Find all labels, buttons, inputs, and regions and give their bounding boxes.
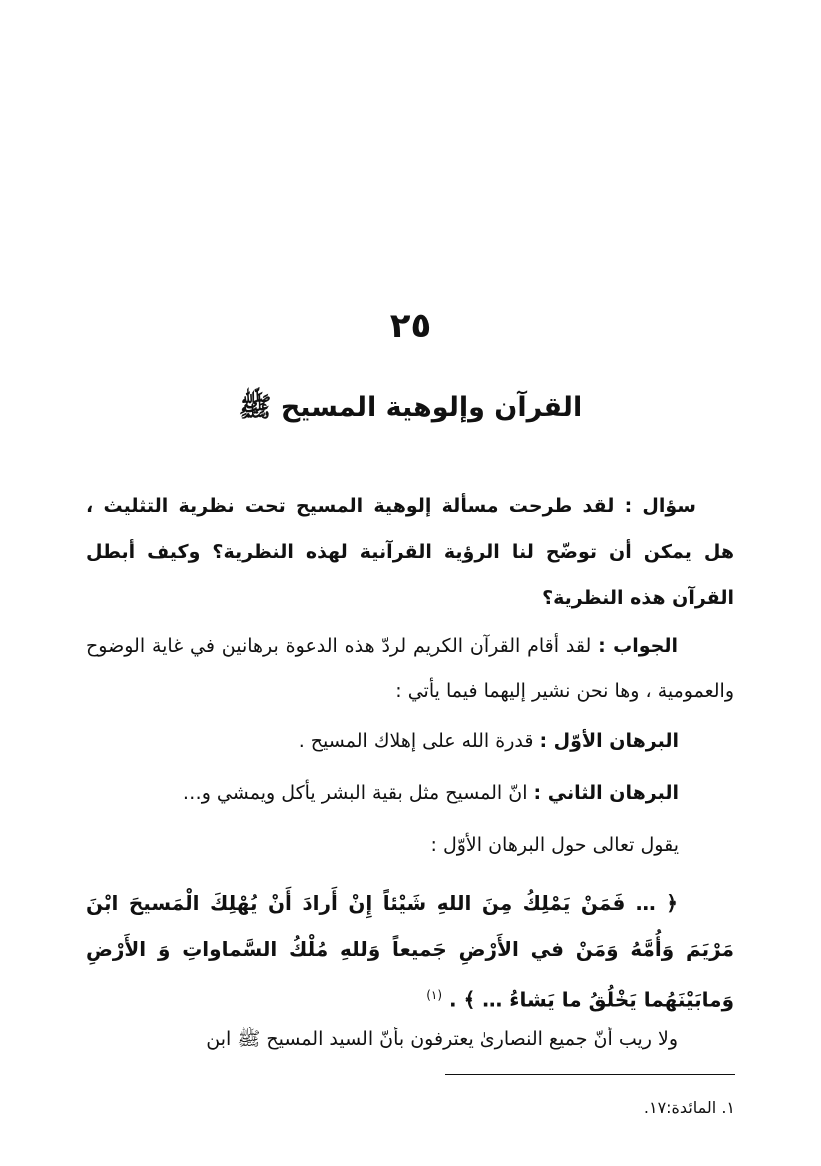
answer-lead: الجواب :: [598, 635, 679, 657]
footnote-reference: (١): [426, 988, 443, 1002]
question-paragraph: سؤال : لقد طرحت مسألة إلوهية المسيح تحت نظرية التثليث ، هل يمكن أن توضّح لنا الرؤية القرآنية لهذه النظرية؟ وكيف أبطل القرآن هذه النظرية؟: [86, 495, 734, 609]
proof-one-text: قدرة الله على إهلاك المسيح .: [298, 730, 540, 752]
footnote-divider: [445, 1074, 735, 1075]
proof-one: [299, 730, 679, 752]
answer-paragraph: [86, 624, 734, 714]
proof-two-lead: البرهان الثاني :: [533, 782, 679, 804]
closing-line: ولا ريب أنّ جميع النصارىٰ يعترفون بأنّ السيد المسيح ﷺ ابن: [206, 1028, 678, 1050]
chapter-number: ٢٥: [389, 306, 432, 346]
quran-verse: [86, 880, 734, 1023]
proof-one-lead: البرهان الأوّل :: [539, 730, 679, 752]
proof-two: [183, 782, 679, 804]
proof-two-text: انّ المسيح مثل بقية البشر يأكل ويمشي و…: [182, 782, 534, 804]
verse-text: ﴿ … فَمَنْ يَمْلِكُ مِنَ اللهِ شَيْئاً إِنْ أَرادَ أَنْ يُهْلِكَ الْمَسيحَ ابْنَ مَرْيَمَ وَأُمَّهُ وَمَنْ في الأَرْضِ جَميعاً وَللهِ مُلْكُ السَّماواتِ وَ الأَرْضِ وَمابَيْنَهُما يَخْلُقُ ما يَشاءُ … ﴾ .: [86, 891, 734, 1012]
answer-text: لقد أقام القرآن الكريم لردّ هذه الدعوة برهانين في غاية الوضوح والعمومية ، وها نحن نشير إليهما فيما يأتي :: [86, 635, 734, 702]
footnote: ١. المائدة:١٧.: [643, 1098, 735, 1117]
verse-intro: يقول تعالى حول البرهان الأوّل :: [430, 834, 679, 856]
chapter-title: القرآن وإلوهية المسيح ﷺ: [238, 392, 583, 423]
